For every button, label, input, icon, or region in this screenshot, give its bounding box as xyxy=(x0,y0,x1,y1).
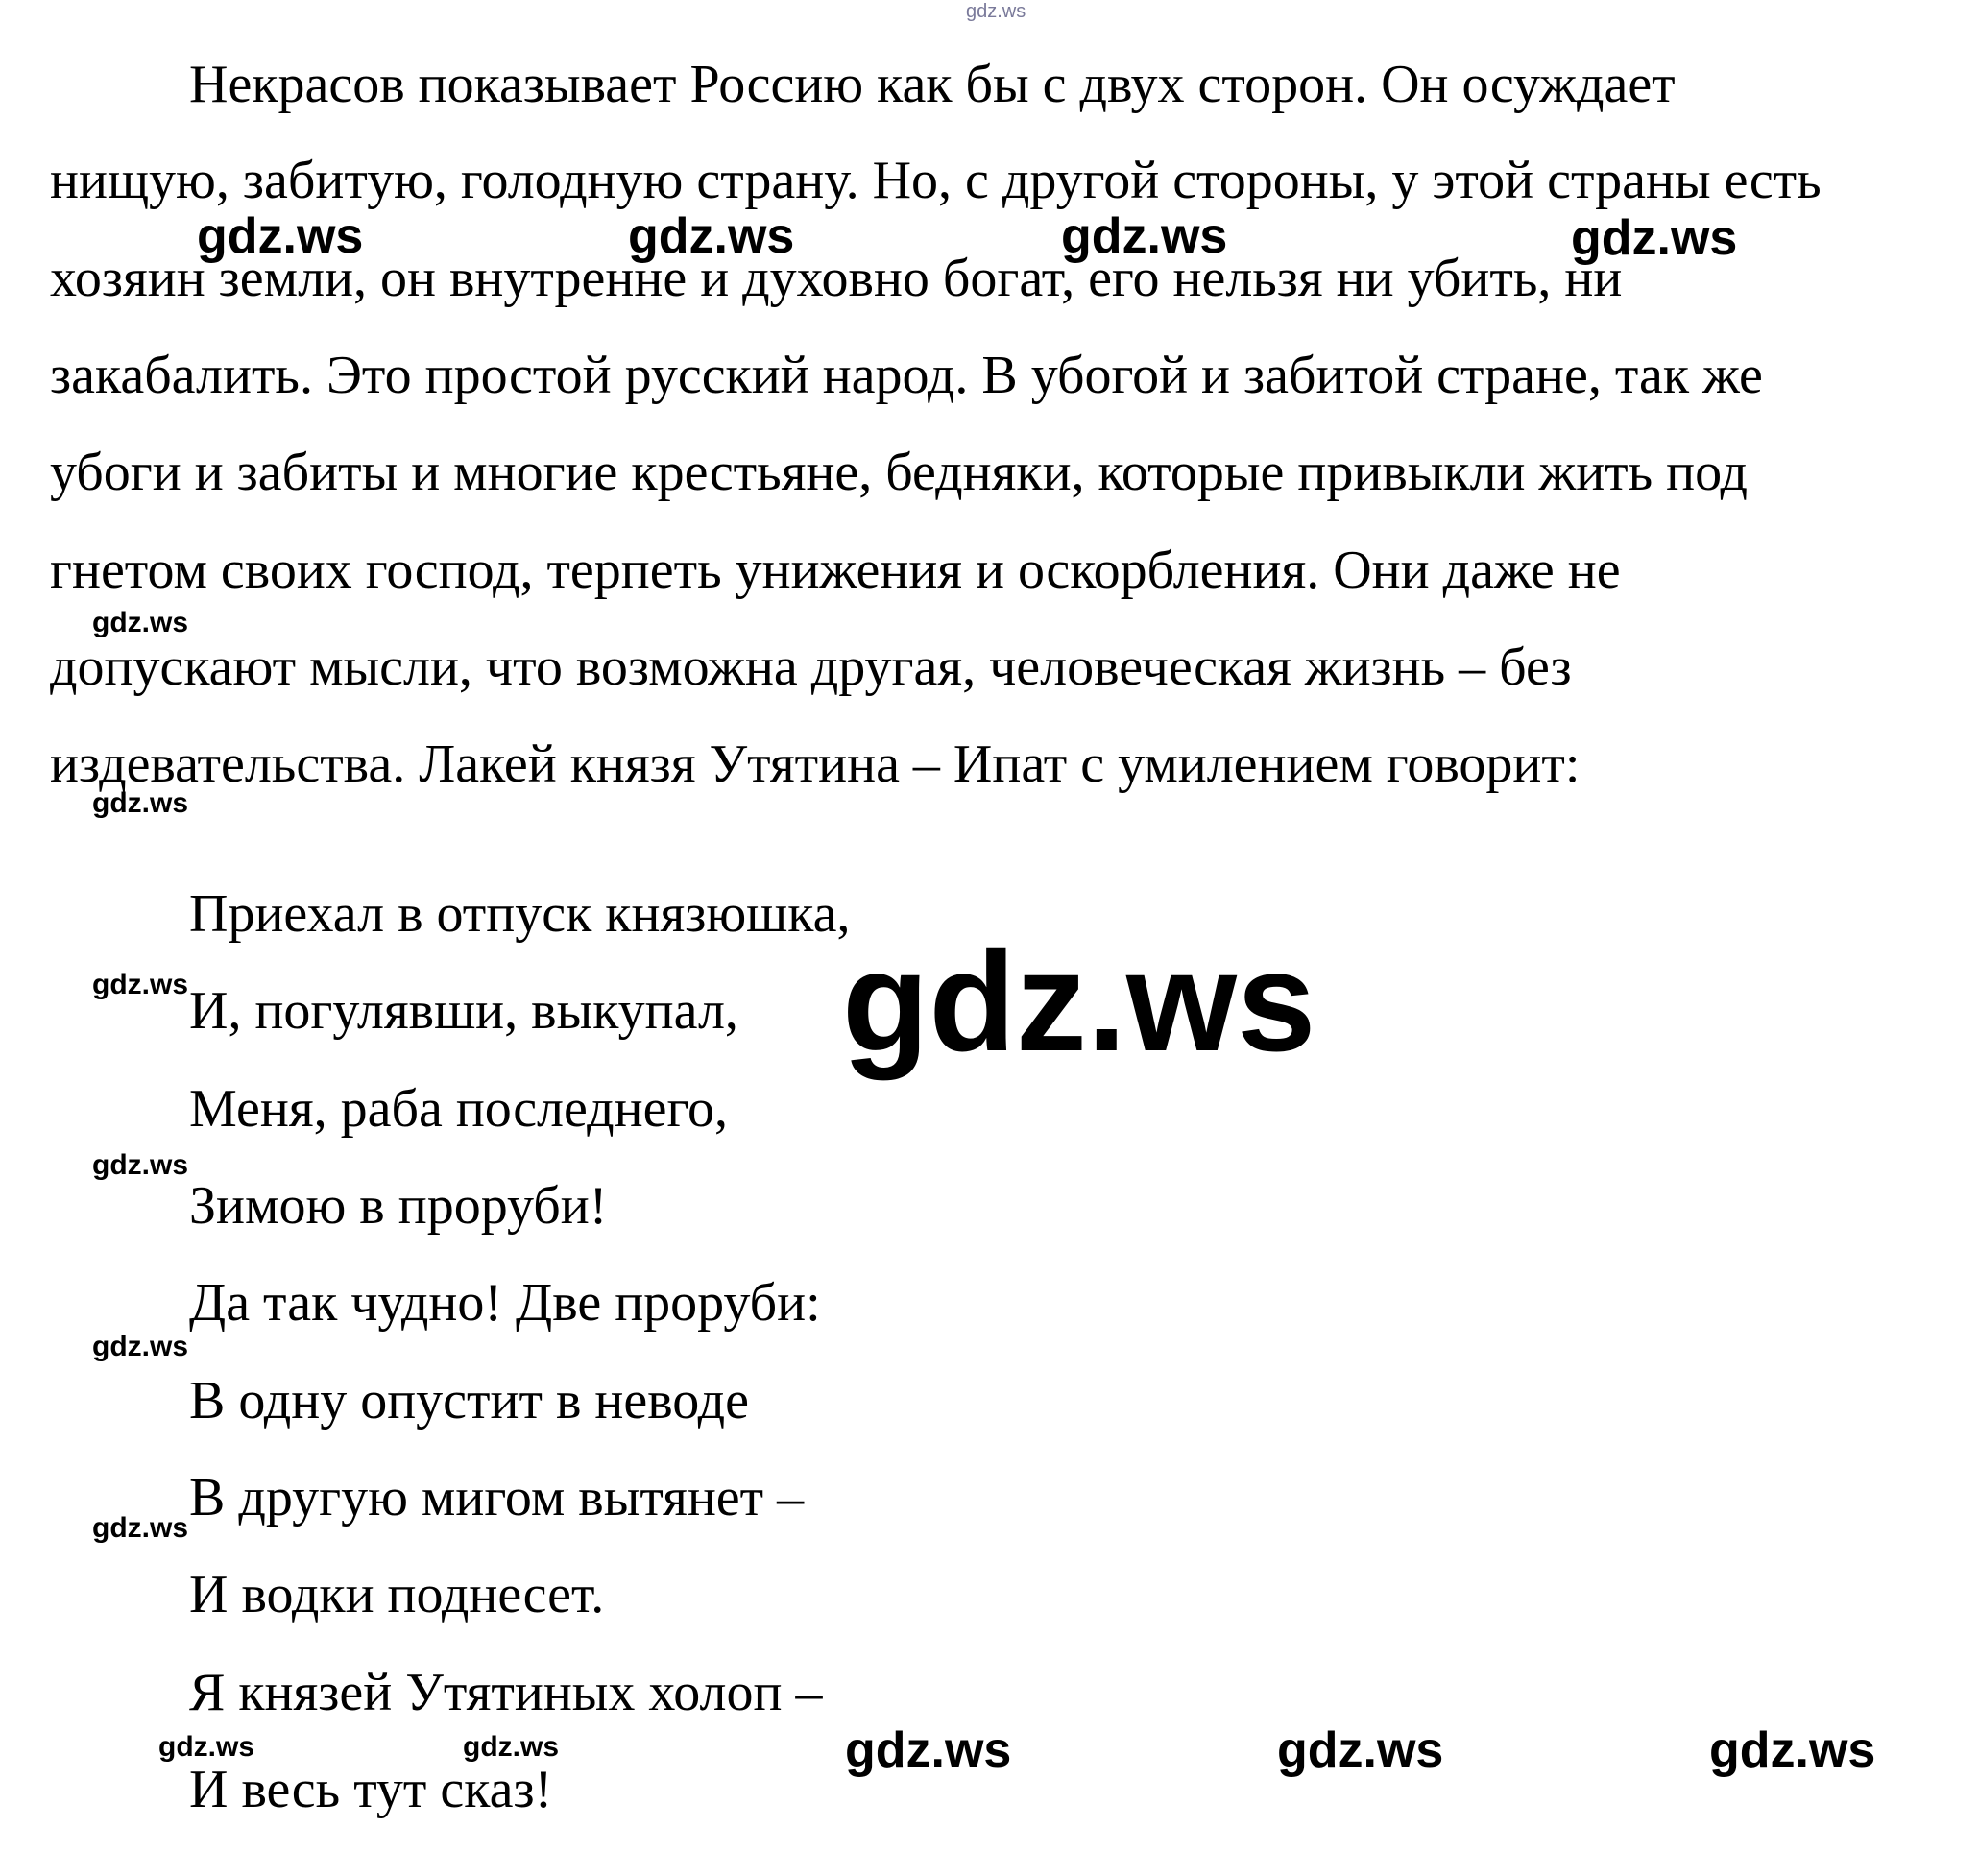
watermark: gdz.ws xyxy=(158,1731,255,1763)
watermark: gdz.ws xyxy=(92,1331,189,1362)
poem-line: Зимою в проруби! xyxy=(189,1176,608,1236)
poem-line: Приехал в отпуск князюшка, xyxy=(189,884,851,944)
paragraph-line: допускают мысли, что возможна другая, человеческая жизнь – без xyxy=(50,637,1572,697)
watermark: gdz.ws xyxy=(845,1722,1012,1778)
watermark: gdz.ws xyxy=(197,208,364,264)
watermark: gdz.ws xyxy=(92,1149,189,1181)
paragraph-line: убоги и забиты и многие крестьяне, бедняки, которые привыкли жить под xyxy=(50,443,1749,502)
watermark: gdz.ws xyxy=(1061,208,1228,264)
watermark: gdz.ws xyxy=(966,1,1026,22)
poem-line: Да так чудно! Две проруби: xyxy=(189,1273,821,1333)
poem-line: И весь тут сказ! xyxy=(189,1760,553,1819)
paragraph-line: издевательства. Лакей князя Утятина – Ипат с умилением говорит: xyxy=(50,734,1581,794)
watermark: gdz.ws xyxy=(92,1512,189,1544)
watermark: gdz.ws xyxy=(628,208,795,264)
watermark: gdz.ws xyxy=(92,969,189,1000)
poem-line: И водки поднесет. xyxy=(189,1565,605,1624)
poem-line: В другую мигом вытянет – xyxy=(189,1468,805,1527)
paragraph-line: Некрасов показывает Россию как бы с двух сторон. Он осуждает xyxy=(189,55,1676,114)
paragraph-line: хозяин земли, он внутренне и духовно богат, его нельзя ни убить, ни xyxy=(50,249,1623,308)
watermark: gdz.ws xyxy=(842,923,1316,1081)
paragraph-line: гнетом своих господ, терпеть унижения и оскорбления. Они даже не xyxy=(50,541,1621,600)
watermark: gdz.ws xyxy=(1277,1722,1444,1778)
paragraph-line: закабалить. Это простой русский народ. В убогой и забитой стране, так же xyxy=(50,346,1763,405)
watermark: gdz.ws xyxy=(92,607,189,638)
watermark: gdz.ws xyxy=(1571,210,1738,266)
watermark: gdz.ws xyxy=(1709,1722,1876,1778)
poem-line: В одну опустит в неводе xyxy=(189,1371,749,1431)
watermark: gdz.ws xyxy=(92,787,189,819)
poem-line: Меня, раба последнего, xyxy=(189,1079,729,1139)
watermark: gdz.ws xyxy=(463,1731,560,1763)
paragraph-line: нищую, забитую, голодную страну. Но, с другой стороны, у этой страны есть xyxy=(50,151,1822,210)
poem-line: И, погулявши, выкупал, xyxy=(189,981,738,1041)
poem-line: Я князей Утятиных холоп – xyxy=(189,1663,823,1722)
